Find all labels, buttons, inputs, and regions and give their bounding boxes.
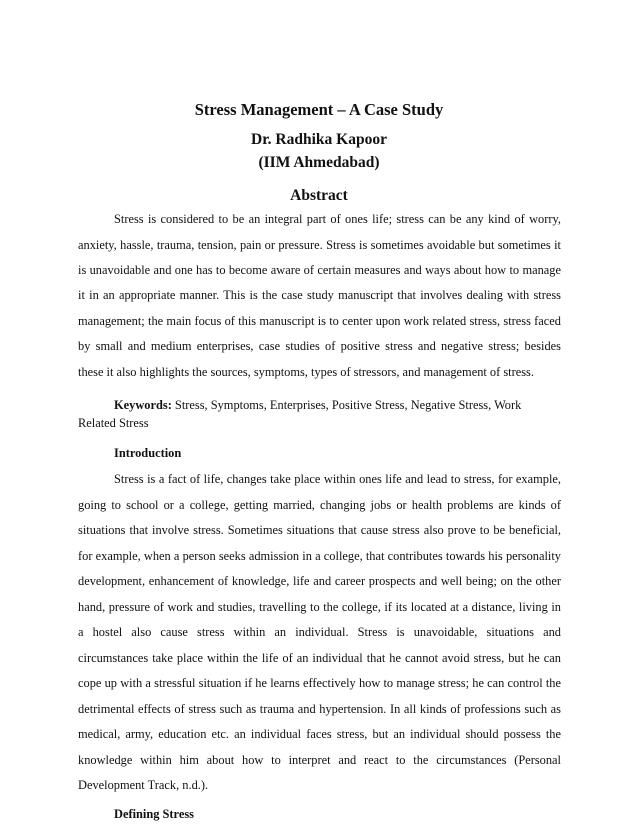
abstract-line: Stress is considered to be an integral part of ones life; stress can be any kind of worry,	[114, 212, 561, 226]
introduction-line: a hostel also cause stress within an individual. Stress is unavoidable, situations and	[78, 625, 561, 639]
abstract-line: it in an appropriate manner. This is the case study manuscript that involves dealing with stress	[78, 288, 561, 302]
introduction-line: for example, when a person seeks admission in a college, that contributes towards his personality	[78, 549, 561, 563]
introduction-line: hand, pressure of work and studies, travelling to the college, if its located at a distance, living in	[78, 600, 561, 614]
keywords-line-continued: Related Stress	[78, 416, 149, 430]
introduction-heading: Introduction	[114, 446, 182, 460]
keywords-text: Stress, Symptoms, Enterprises, Positive Stress, Negative Stress, Work	[171, 398, 522, 412]
introduction-line: situations that involve stress. Sometimes situations that cause stress also prove to be beneficial,	[78, 523, 561, 537]
keywords-label: Keywords:	[114, 398, 172, 412]
introduction-line: medical, army, education etc. an individual faces stress, but an individual should possess the	[78, 727, 561, 741]
abstract-line: management; the main focus of this manuscript is to center upon work related stress, stress faced	[78, 314, 561, 328]
introduction-line: cope up with a stressful situation if he learns effectively how to manage stress; he can control the	[78, 676, 561, 690]
introduction-line: Development Track, n.d.).	[78, 778, 209, 792]
abstract-line: is unavoidable and one has to become aware of certain measures and ways about how to manage	[78, 263, 561, 277]
author-name: Dr. Radhika Kapoor	[251, 131, 387, 148]
introduction-line: circumstances take place within the life of an individual that he cannot avoid stress, but he can	[78, 651, 561, 665]
paper-title: Stress Management – A Case Study	[194, 100, 444, 119]
abstract-line: anxiety, hassle, trauma, tension, pain or pressure. Stress is sometimes avoidable but sometimes it	[78, 238, 561, 252]
introduction-line: development, enhancement of knowledge, life and career prospects and well being; on the other	[78, 574, 561, 588]
introduction-line: going to school or a college, getting married, changing jobs or health problems are kinds of	[78, 498, 561, 512]
author-affiliation: (IIM Ahmedabad)	[258, 154, 380, 171]
abstract-heading: Abstract	[290, 187, 348, 204]
abstract-line: by small and medium enterprises, case studies of positive stress and negative stress; besides	[78, 339, 561, 353]
defining-stress-heading: Defining Stress	[114, 807, 194, 821]
introduction-line: knowledge within him about how to interpret and react to the circumstances (Personal	[78, 753, 561, 767]
introduction-line: Stress is a fact of life, changes take place within ones life and lead to stress, for example,	[114, 472, 561, 486]
keywords-line	[114, 397, 521, 413]
abstract-line: these it also highlights the sources, symptoms, types of stressors, and management of stress.	[78, 365, 534, 379]
introduction-line: detrimental effects of stress such as trauma and hypertension. In all kinds of professions such as	[78, 702, 561, 716]
